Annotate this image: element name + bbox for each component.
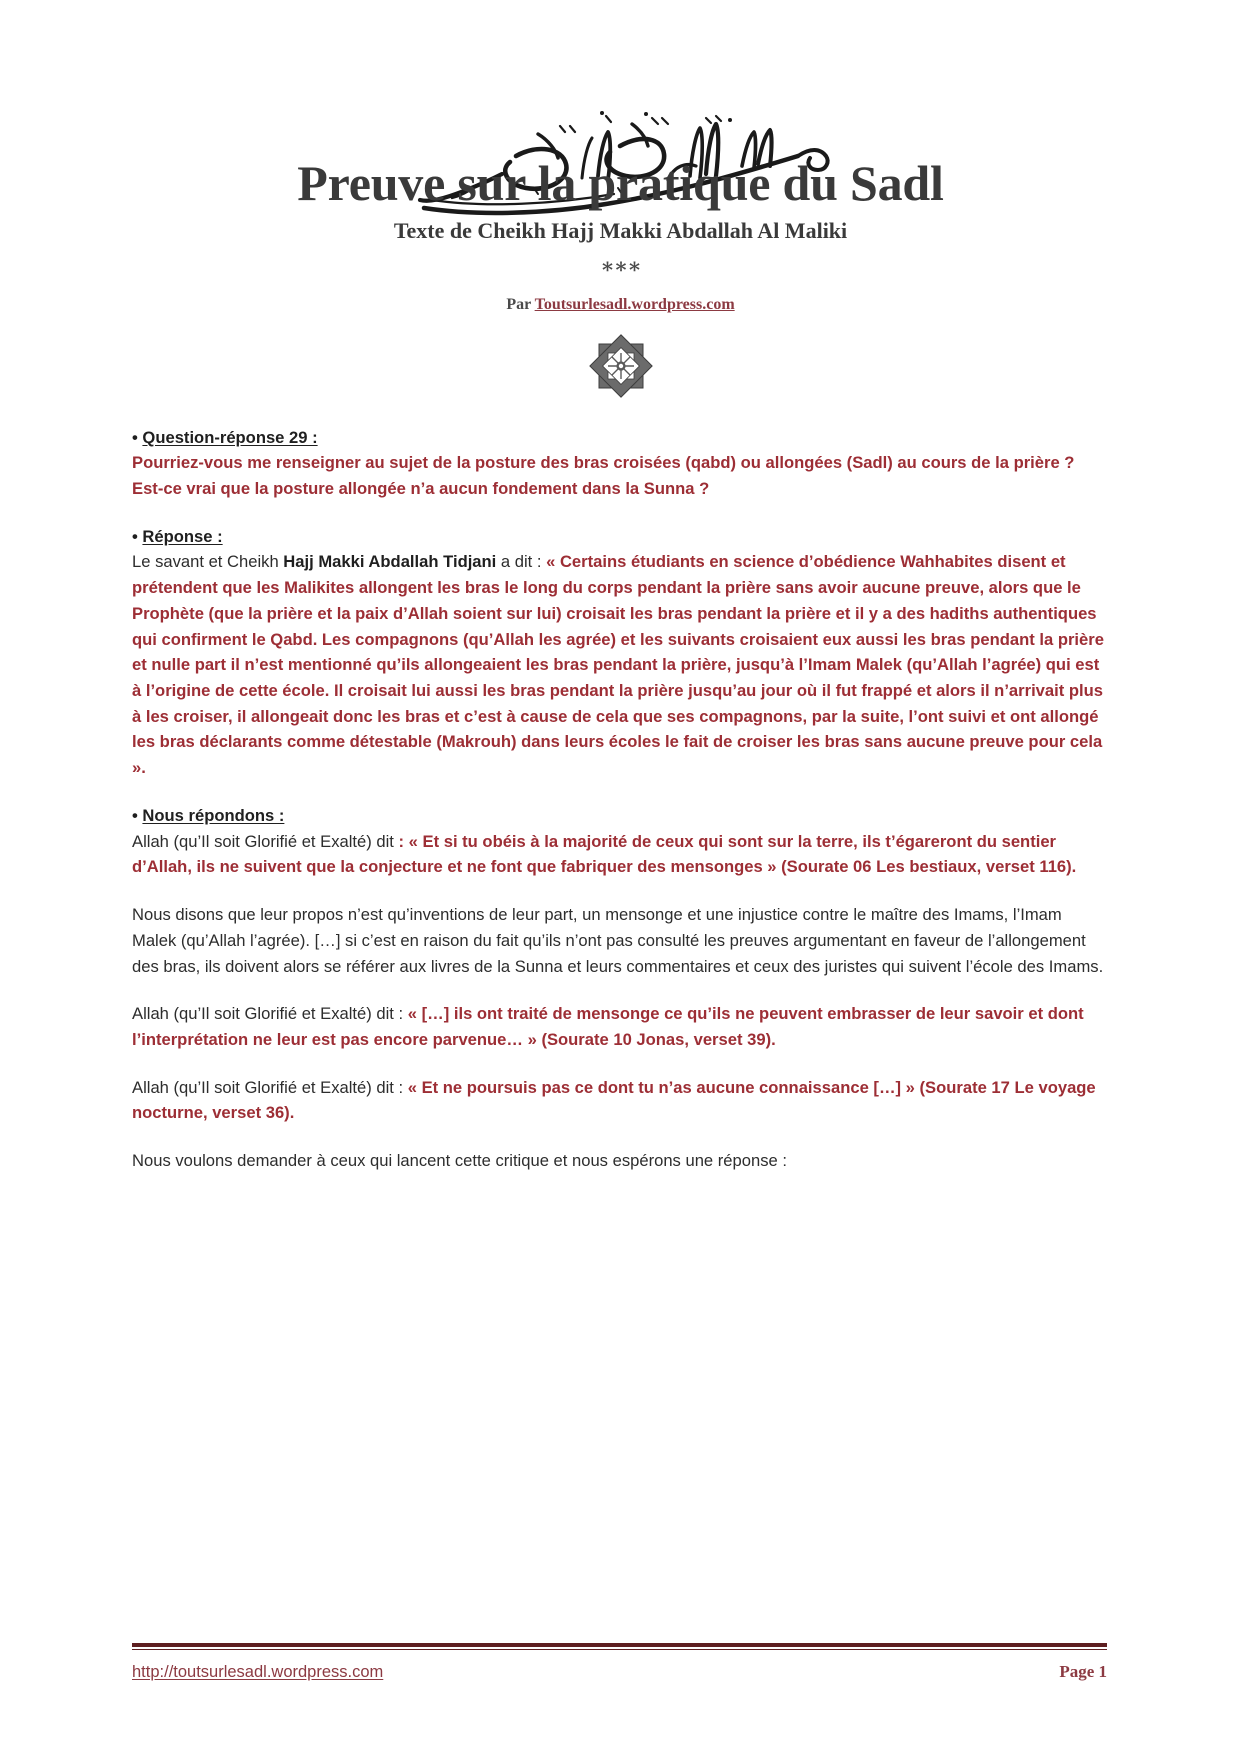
reponse-intro-before: Le savant et Cheikh: [132, 552, 284, 572]
question-heading-label: Question-réponse 29 :: [142, 427, 318, 447]
nous-repondons-paragraph-2-wrap: [132, 902, 1107, 979]
title-block: [0, 156, 1241, 315]
nous-repondons-paragraph-1: [132, 829, 1107, 880]
question-heading: [132, 425, 1107, 451]
footer-site-link[interactable]: http://toutsurlesadl.wordpress.com: [132, 1663, 384, 1681]
byline-site-link[interactable]: Toutsurlesadl.wordpress.com: [534, 296, 735, 314]
para3-quote: « […] ils ont traité de mensonge ce qu’ils ne peuvent embrasser de leur savoir et dont l’interprétation ne leur est pas encore parvenue… » (Sourate 10 Jonas, verset 39).: [132, 1004, 1084, 1049]
byline: [0, 295, 1241, 314]
section-separator-asterisks: ∗∗∗: [600, 254, 641, 279]
reponse-author-name: Hajj Makki Abdallah Tidjani: [283, 552, 497, 572]
star-rosette-ornament: [0, 331, 1241, 403]
para1-quote: : « Et si tu obéis à la majorité de ceux qui sont sur la terre, ils t’égareront du sentier d’Allah, ils ne suivent que la conjecture et ne font que fabriquer des mensonges » (Sourate 06 Les bestiaux, verset 116).: [132, 831, 1077, 877]
reponse-intro-after: a dit :: [496, 552, 547, 572]
section-reponse: [132, 524, 1107, 781]
nous-repondons-paragraph-3: [132, 1001, 1107, 1052]
nous-repondons-heading-bullet: •: [132, 805, 143, 825]
reponse-quote: « Certains étudiants en science d’obédience Wahhabites disent et prétendent que les Malikites allongent les bras le long du corps pendant la prière sans avoir aucune preuve, alors que le Prophète (que la prière et la paix d’Allah soient sur lui) croisait les bras pendant la prière et il y a des hadiths authentiques qui confirment le Qabd. Les compagnons (qu’Allah les agrée) et les suivants croisaient eux aussi les bras pendant la prière et nulle part il n’est mentionné qu’ils allongeaient les bras pendant la prière, jusqu’à l’Imam Malek (qu’Allah l’agrée) qui est à l’origine de cette école. Il croisait lui aussi les bras pendant la prière jusqu’au jour où il fut frappé et alors il n’arrivait plus à les croiser, il allongeait donc les bras et c’est à cause de cela que ses compagnons, par la suite, l’ont suivi et ont allongé les bras déclarants comme détestable (Makrouh) dans leurs écoles le fait de croiser les bras sans aucune preuve pour cela ».: [132, 552, 1104, 778]
document-body: [132, 425, 1107, 1174]
page-footer: [132, 1643, 1107, 1683]
page-title: Preuve sur la pratique du Sadl: [297, 155, 944, 211]
para3-plain: Allah (qu’Il soit Glorifié et Exalté) dit :: [132, 1004, 408, 1024]
byline-prefix: Par: [506, 296, 535, 314]
question-text: Pourriez-vous me renseigner au sujet de la posture des bras croisées (qabd) ou allongées (Sadl) au cours de la prière ? Est-ce vrai que la posture allongée n’a aucun fondement dans la Sunna ?: [132, 453, 1075, 499]
bismillah-calligraphy: [0, 0, 1241, 150]
section-nous-repondons: [132, 803, 1107, 880]
nous-repondons-paragraph-3-wrap: [132, 1001, 1107, 1052]
section-question: [132, 425, 1107, 502]
question-heading-bullet: •: [132, 427, 143, 447]
footer-rule-thin: [132, 1649, 1107, 1651]
reponse-heading-label: Réponse :: [142, 526, 223, 546]
nous-repondons-heading: [132, 803, 1107, 829]
nous-repondons-paragraph-2: Nous disons que leur propos n’est qu’inventions de leur part, un mensonge et une injustice contre le maître des Imams, l’Imam Malek (qu’Allah l’agrée). […] si c’est en raison du fait qu’ils n’ont pas consulté les preuves argumentant en faveur de l’allongement des bras, ils doivent alors se référer aux livres de la Sunna et leurs commentaires et ceux des juristes qui suivent l’école des Imams.: [132, 905, 1104, 976]
reponse-heading: [132, 524, 1107, 550]
para1-plain: Allah (qu’Il soit Glorifié et Exalté) dit: [132, 831, 399, 851]
nous-repondons-paragraph-5-wrap: [132, 1148, 1107, 1174]
nous-repondons-paragraph-5: Nous voulons demander à ceux qui lancent cette critique et nous espérons une réponse :: [132, 1151, 787, 1171]
para4-plain: Allah (qu’Il soit Glorifié et Exalté) dit :: [132, 1077, 408, 1097]
nous-repondons-heading-label: Nous répondons :: [142, 805, 285, 825]
nous-repondons-paragraph-4-wrap: [132, 1075, 1107, 1126]
footer-row: [132, 1662, 1107, 1682]
nous-repondons-paragraph-4: [132, 1075, 1107, 1126]
reponse-heading-bullet: •: [132, 526, 143, 546]
reponse-paragraph: [132, 549, 1107, 780]
page-subtitle: Texte de Cheikh Hajj Makki Abdallah Al Maliki: [393, 218, 848, 243]
para4-quote: « Et ne poursuis pas ce dont tu n’as aucune connaissance […] » (Sourate 17 Le voyage nocturne, verset 36).: [132, 1077, 1096, 1123]
footer-page-number: Page 1: [1059, 1662, 1107, 1681]
